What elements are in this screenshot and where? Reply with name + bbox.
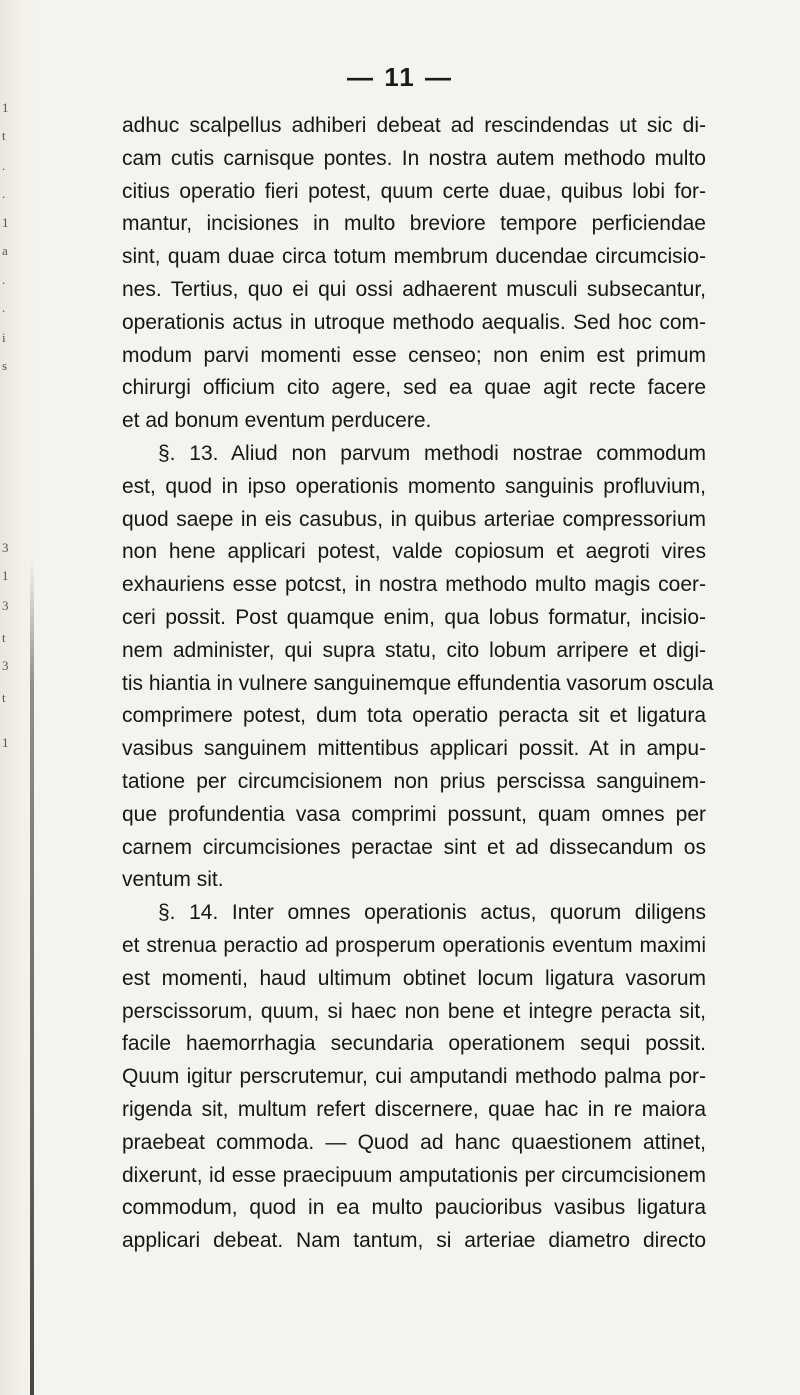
text-line: applicari debeat. Nam tantum, si arteriae diametro directo bbox=[122, 1229, 706, 1253]
text-line: non hene applicari potest, valde copiosum et aegroti vires bbox=[122, 540, 706, 564]
text-line: et strenua peractio ad prosperum operationis eventum maximi bbox=[122, 933, 706, 957]
margin-mark: 3 bbox=[2, 658, 9, 673]
text-line: nes. Tertius, quo ei qui ossi adhaerent musculi subsecantur, bbox=[122, 277, 706, 301]
margin-mark: t bbox=[2, 128, 6, 143]
margin-mark: a bbox=[2, 243, 8, 258]
text-line: ventum sit. bbox=[122, 868, 224, 892]
text-line: chirurgi officium cito agere, sed ea quae agit recte facere bbox=[122, 376, 706, 400]
text-line: cam cutis carnisque pontes. In nostra autem methodo multo bbox=[122, 146, 706, 170]
body-text bbox=[122, 110, 714, 1258]
text-line: comprimere potest, dum tota operatio peracta sit et ligatura bbox=[122, 704, 706, 728]
margin-mark: . bbox=[2, 158, 6, 173]
text-line: tis hiantia in vulnere sanguinemque effundentia vasorum oscula bbox=[122, 671, 714, 695]
text-line: Quum igitur perscrutemur, cui amputandi methodo palma por- bbox=[122, 1065, 706, 1089]
text-line: tatione per circumcisionem non prius perscissa sanguinem- bbox=[122, 769, 706, 793]
text-line: et ad bonum eventum perducere. bbox=[122, 409, 432, 433]
text-line: carnem circumcisiones peractae sint et ad dissecandum os bbox=[122, 835, 706, 859]
margin-mark: 1 bbox=[2, 735, 9, 750]
page-number: — 11 — bbox=[347, 62, 453, 92]
margin-mark: 3 bbox=[2, 598, 9, 613]
margin-mark: . bbox=[2, 186, 6, 201]
text-line: est momenti, haud ultimum obtinet locum ligatura vasorum bbox=[122, 966, 706, 990]
margin-mark: t bbox=[2, 630, 6, 645]
margin-mark: t bbox=[2, 690, 6, 705]
text-line: perscissorum, quum, si haec non bene et integre peracta sit, bbox=[122, 999, 706, 1023]
text-line: modum parvi momenti esse censeo; non enim est primum bbox=[122, 343, 706, 367]
text-line: praebeat commoda. — Quod ad hanc quaestionem attinet, bbox=[122, 1130, 706, 1154]
text-line: nem administer, qui supra statu, cito lobum arripere et digi- bbox=[122, 638, 706, 662]
text-line: sint, quam duae circa totum membrum ducendae circumcisio- bbox=[122, 245, 706, 269]
text-line: exhauriens esse potcst, in nostra methodo multo magis coer- bbox=[122, 573, 706, 597]
margin-mark: 3 bbox=[2, 540, 9, 555]
margin-mark: s bbox=[2, 358, 8, 373]
text-line: dixerunt, id esse praecipuum amputationis per circumcisionem bbox=[122, 1163, 706, 1187]
text-line: operationis actus in utroque methodo aequalis. Sed hoc com- bbox=[122, 310, 706, 334]
text-line: §. 13. Aliud non parvum methodi nostrae commodum bbox=[158, 441, 706, 465]
margin-mark: 1 bbox=[2, 215, 9, 230]
binding-shadow bbox=[30, 560, 34, 1395]
text-line: que profundentia vasa comprimi possunt, quam omnes per bbox=[122, 802, 706, 826]
margin-mark: . bbox=[2, 272, 6, 287]
text-line: vasibus sanguinem mittentibus applicari possit. At in ampu- bbox=[122, 737, 706, 761]
text-line: quod saepe in eis casubus, in quibus arteriae compressorium bbox=[122, 507, 706, 531]
text-line: citius operatio fieri potest, quum certe duae, quibus lobi for- bbox=[122, 179, 706, 203]
text-line: mantur, incisiones in multo breviore tempore perficiendae bbox=[122, 212, 706, 236]
text-line: ceri possit. Post quamque enim, qua lobus formatur, incisio- bbox=[122, 605, 706, 629]
text-line: §. 14. Inter omnes operationis actus, quorum diligens bbox=[158, 901, 706, 925]
text-line: est, quod in ipso operationis momento sanguinis profluvium, bbox=[122, 474, 706, 498]
text-line: adhuc scalpellus adhiberi debeat ad rescindendas ut sic di- bbox=[122, 114, 706, 137]
text-line: facile haemorrhagia secundaria operationem sequi possit. bbox=[122, 1032, 706, 1056]
text-line: commodum, quod in ea multo paucioribus vasibus ligatura bbox=[122, 1196, 706, 1220]
margin-mark: 1 bbox=[2, 100, 9, 115]
margin-mark: . bbox=[2, 300, 6, 315]
text-line: rigenda sit, multum refert discernere, quae hac in re maiora bbox=[122, 1097, 706, 1121]
margin-mark: i bbox=[2, 330, 6, 345]
margin-mark: 1 bbox=[2, 568, 9, 583]
